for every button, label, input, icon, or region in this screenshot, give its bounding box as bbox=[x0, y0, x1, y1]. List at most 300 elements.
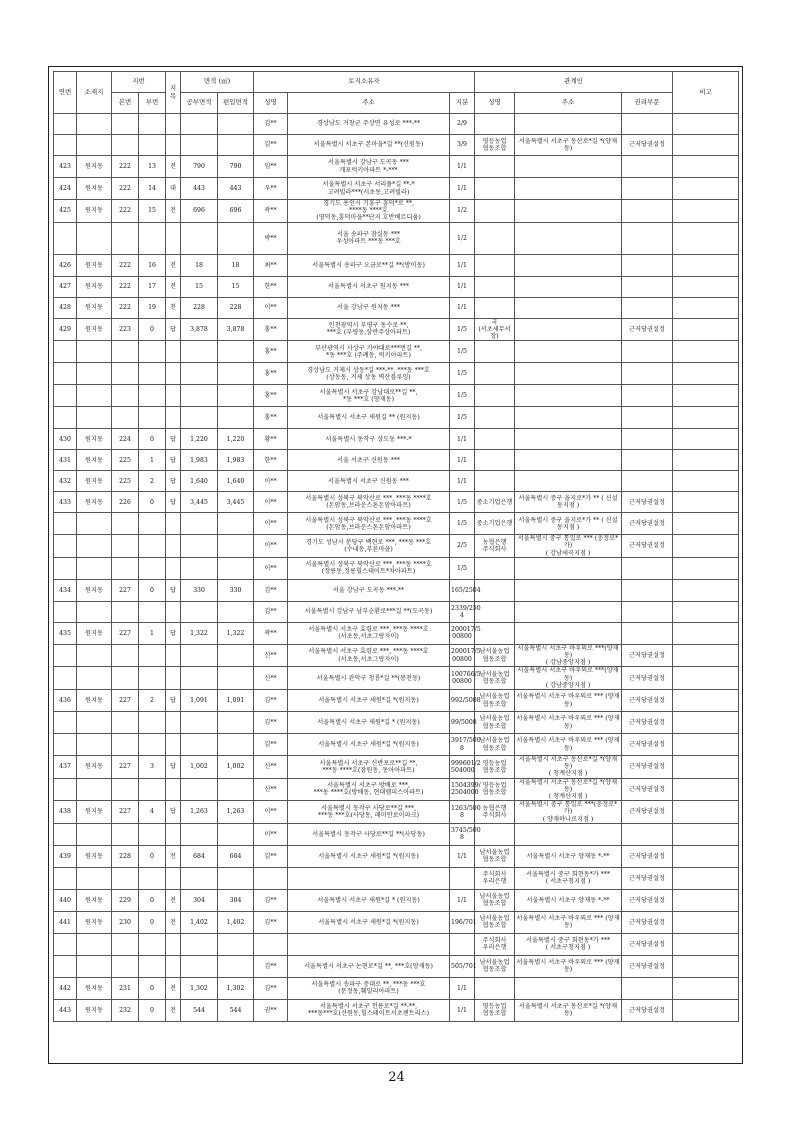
cell-oa bbox=[181, 535, 218, 558]
cell-no: 443 bbox=[54, 999, 77, 1021]
cell-main bbox=[112, 535, 139, 558]
cell-ia: 330 bbox=[218, 579, 254, 601]
cell-addr: 서울특별시 서초구 방배로 ***, ***동 ****호(방배동, 현대멤피스아파트) bbox=[288, 778, 450, 801]
cell-no bbox=[54, 363, 77, 385]
cell-share bbox=[450, 867, 475, 889]
table-row bbox=[54, 955, 759, 977]
cell-raddr bbox=[515, 276, 622, 297]
cell-addr: 서울특별시 서초구 원지동 *** bbox=[288, 276, 450, 297]
cell-addr: 경상남도 거창군 주상면 유성로 ***-** bbox=[288, 114, 450, 135]
table-row bbox=[54, 690, 759, 712]
cell-oa: 18 bbox=[181, 254, 218, 276]
cell-right bbox=[622, 823, 673, 845]
table-row bbox=[54, 276, 759, 297]
cell-ia bbox=[218, 557, 254, 579]
cell-cat: 전 bbox=[166, 889, 181, 911]
cell-ia bbox=[218, 667, 254, 690]
table-row bbox=[54, 114, 759, 135]
cell-remark bbox=[673, 178, 739, 200]
cell-name: 이** bbox=[254, 471, 288, 492]
table-row bbox=[54, 734, 759, 756]
cell-ia bbox=[218, 222, 254, 254]
cell-rname: 남서울농업 협동조합 bbox=[475, 845, 515, 867]
cell-right: 근저당권설정 bbox=[622, 756, 673, 779]
cell-loc bbox=[77, 667, 112, 690]
cell-right bbox=[622, 254, 673, 276]
cell-ia bbox=[218, 135, 254, 156]
cell-cat: 답 bbox=[166, 579, 181, 601]
cell-cat bbox=[166, 407, 181, 429]
cell-cat: 대 bbox=[166, 178, 181, 200]
cell-rname: 남서울농업 협동조합 bbox=[475, 889, 515, 911]
cell-oa bbox=[181, 557, 218, 579]
cell-addr: 서울특별시 서초구 새원*길 * (원지동) bbox=[288, 889, 450, 911]
cell-remark bbox=[673, 867, 739, 889]
table-row bbox=[54, 845, 759, 867]
cell-ia: 1,322 bbox=[218, 622, 254, 644]
cell-rname: 주식회사 우리은행 bbox=[475, 933, 515, 955]
cell-loc: 원지동 bbox=[77, 622, 112, 644]
cell-loc bbox=[77, 135, 112, 156]
cell-remark bbox=[673, 955, 739, 977]
cell-rname bbox=[475, 557, 515, 579]
cell-rname bbox=[475, 200, 515, 223]
cell-loc: 원지동 bbox=[77, 429, 112, 450]
cell-remark bbox=[673, 535, 739, 558]
cell-main: 229 bbox=[112, 889, 139, 911]
cell-share: 1/5 bbox=[450, 318, 475, 341]
table-row bbox=[54, 622, 759, 644]
cell-raddr: 서울특별시 서초구 바우뫼로 *** (양재동) bbox=[515, 955, 622, 977]
cell-raddr: 서울특별시 중구 회현동*가 *** ( 서초구청지점 ) bbox=[515, 867, 622, 889]
table-row bbox=[54, 492, 759, 513]
cell-raddr bbox=[515, 363, 622, 385]
cell-raddr bbox=[515, 114, 622, 135]
cell-main: 227 bbox=[112, 801, 139, 824]
table-row bbox=[54, 644, 759, 667]
cell-oa bbox=[181, 407, 218, 429]
cell-right bbox=[622, 363, 673, 385]
cell-loc: 원지동 bbox=[77, 254, 112, 276]
cell-sub bbox=[139, 513, 166, 535]
cell-ia bbox=[218, 535, 254, 558]
cell-rname: 농협은행 주식회사 bbox=[475, 535, 515, 558]
cell-sub bbox=[139, 778, 166, 801]
table-row bbox=[54, 513, 759, 535]
table-row bbox=[54, 407, 759, 429]
cell-cat: 전 bbox=[166, 999, 181, 1021]
cell-right: 근저당권설정 bbox=[622, 644, 673, 667]
cell-main bbox=[112, 363, 139, 385]
cell-name: 홍** bbox=[254, 318, 288, 341]
cell-raddr bbox=[515, 254, 622, 276]
cell-rname bbox=[475, 297, 515, 318]
cell-right: 근저당권설정 bbox=[622, 889, 673, 911]
cell-raddr bbox=[515, 178, 622, 200]
cell-cat bbox=[166, 535, 181, 558]
cell-right: 근저당권설정 bbox=[622, 933, 673, 955]
cell-oa: 544 bbox=[181, 999, 218, 1021]
cell-raddr bbox=[515, 200, 622, 223]
cell-name: 김** bbox=[254, 601, 288, 622]
cell-remark bbox=[673, 341, 739, 363]
cell-right bbox=[622, 200, 673, 223]
cell-right: 근저당권설정 bbox=[622, 955, 673, 977]
cell-name: 신** bbox=[254, 756, 288, 779]
cell-right bbox=[622, 341, 673, 363]
cell-name: 홍** bbox=[254, 407, 288, 429]
cell-ia: 228 bbox=[218, 297, 254, 318]
cell-main: 227 bbox=[112, 690, 139, 712]
cell-share: 1/1 bbox=[450, 999, 475, 1021]
cell-ia: 1,091 bbox=[218, 690, 254, 712]
cell-no: 441 bbox=[54, 911, 77, 933]
cell-raddr bbox=[515, 557, 622, 579]
cell-main: 225 bbox=[112, 471, 139, 492]
cell-loc bbox=[77, 385, 112, 407]
cell-ia bbox=[218, 823, 254, 845]
cell-sub bbox=[139, 933, 166, 955]
cell-oa bbox=[181, 778, 218, 801]
header-share: 지분 bbox=[450, 93, 475, 114]
cell-right bbox=[622, 385, 673, 407]
cell-remark bbox=[673, 407, 739, 429]
cell-main bbox=[112, 734, 139, 756]
cell-no bbox=[54, 513, 77, 535]
cell-main: 222 bbox=[112, 200, 139, 223]
cell-share: 992/5008 bbox=[450, 690, 475, 712]
cell-rname bbox=[475, 341, 515, 363]
cell-cat bbox=[166, 644, 181, 667]
cell-raddr bbox=[515, 622, 622, 644]
cell-right: 근저당권설정 bbox=[622, 999, 673, 1021]
cell-main: 227 bbox=[112, 756, 139, 779]
cell-oa bbox=[181, 712, 218, 734]
cell-remark bbox=[673, 712, 739, 734]
cell-main bbox=[112, 601, 139, 622]
cell-main bbox=[112, 222, 139, 254]
cell-cat: 답 bbox=[166, 690, 181, 712]
cell-no bbox=[54, 222, 77, 254]
cell-sub bbox=[139, 712, 166, 734]
cell-ia bbox=[218, 955, 254, 977]
table-row bbox=[54, 385, 759, 407]
cell-name: 홍** bbox=[254, 363, 288, 385]
cell-share: 1/1 bbox=[450, 254, 475, 276]
cell-rname bbox=[475, 450, 515, 471]
table-row bbox=[54, 801, 759, 824]
cell-share: 1/1 bbox=[450, 889, 475, 911]
cell-share: 1/1 bbox=[450, 429, 475, 450]
cell-sub bbox=[139, 114, 166, 135]
cell-ia bbox=[218, 644, 254, 667]
cell-loc: 원지동 bbox=[77, 690, 112, 712]
cell-sub: 1 bbox=[139, 450, 166, 471]
cell-name: 이** bbox=[254, 297, 288, 318]
cell-remark bbox=[673, 911, 739, 933]
cell-remark bbox=[673, 429, 739, 450]
cell-loc bbox=[77, 712, 112, 734]
cell-remark bbox=[673, 363, 739, 385]
cell-oa: 1,220 bbox=[181, 429, 218, 450]
header-owner-name: 성명 bbox=[254, 93, 288, 114]
cell-cat bbox=[166, 778, 181, 801]
cell-oa: 790 bbox=[181, 156, 218, 178]
cell-cat bbox=[166, 363, 181, 385]
cell-sub: 14 bbox=[139, 178, 166, 200]
cell-remark bbox=[673, 222, 739, 254]
cell-share: 1/5 bbox=[450, 557, 475, 579]
cell-remark bbox=[673, 254, 739, 276]
cell-raddr bbox=[515, 297, 622, 318]
cell-cat: 천 bbox=[166, 297, 181, 318]
cell-main bbox=[112, 341, 139, 363]
cell-rname bbox=[475, 178, 515, 200]
cell-cat: 답 bbox=[166, 471, 181, 492]
cell-name: 이** bbox=[254, 513, 288, 535]
cell-name: 김** bbox=[254, 690, 288, 712]
cell-rname: 남서울농업 협동조합 bbox=[475, 690, 515, 712]
cell-raddr bbox=[515, 471, 622, 492]
table-row bbox=[54, 911, 759, 933]
cell-loc bbox=[77, 601, 112, 622]
cell-share: 100766/5 00800 bbox=[450, 667, 475, 690]
cell-no bbox=[54, 734, 77, 756]
cell-name: 김** bbox=[254, 911, 288, 933]
cell-addr: 서울특별시 강남구 남부순환로***길 **(도곡동) bbox=[288, 601, 450, 622]
cell-oa: 3,445 bbox=[181, 492, 218, 513]
cell-ia: 684 bbox=[218, 845, 254, 867]
cell-rname: 남서울농업 협동조합 bbox=[475, 667, 515, 690]
table-row bbox=[54, 318, 759, 341]
cell-raddr bbox=[515, 601, 622, 622]
cell-oa: 1,002 bbox=[181, 756, 218, 779]
cell-remark bbox=[673, 756, 739, 779]
cell-no: 434 bbox=[54, 579, 77, 601]
cell-share: 3745/500 8 bbox=[450, 823, 475, 845]
cell-rname bbox=[475, 222, 515, 254]
cell-sub: 0 bbox=[139, 889, 166, 911]
cell-cat: 답 bbox=[166, 492, 181, 513]
cell-addr: 서울특별시 서초구 새원*길 *(원지동) bbox=[288, 690, 450, 712]
cell-addr: 서울특별시 성북구 북악산로 ***, ***동 ****호 (돈암동,브라운스톤돈암아파트) bbox=[288, 513, 450, 535]
cell-sub: 2 bbox=[139, 471, 166, 492]
cell-oa bbox=[181, 513, 218, 535]
cell-addr: 서울특별시 서초구 새원*길 *(원지동) bbox=[288, 845, 450, 867]
cell-sub bbox=[139, 407, 166, 429]
cell-name: 임** bbox=[254, 156, 288, 178]
cell-oa bbox=[181, 114, 218, 135]
cell-share: 99/5008 bbox=[450, 712, 475, 734]
cell-remark bbox=[673, 977, 739, 999]
cell-raddr bbox=[515, 407, 622, 429]
cell-ia: 3,445 bbox=[218, 492, 254, 513]
cell-cat bbox=[166, 867, 181, 889]
cell-remark bbox=[673, 450, 739, 471]
cell-name: 이** bbox=[254, 823, 288, 845]
cell-name: 한** bbox=[254, 450, 288, 471]
cell-addr: 서울특별시 서초구 강남대로**길 **, *동 ***호 (양재동) bbox=[288, 385, 450, 407]
cell-name: 한** bbox=[254, 276, 288, 297]
cell-name bbox=[254, 867, 288, 889]
cell-share: 505/701 bbox=[450, 955, 475, 977]
cell-cat: 답 bbox=[166, 801, 181, 824]
cell-remark bbox=[673, 734, 739, 756]
cell-ia: 1,002 bbox=[218, 756, 254, 779]
header-no: 연번 bbox=[54, 72, 77, 114]
cell-main bbox=[112, 867, 139, 889]
cell-rname bbox=[475, 276, 515, 297]
cell-share: 1/5 bbox=[450, 407, 475, 429]
cell-main: 230 bbox=[112, 911, 139, 933]
cell-raddr bbox=[515, 823, 622, 845]
cell-cat: 전 bbox=[166, 156, 181, 178]
cell-rname bbox=[475, 114, 515, 135]
cell-oa bbox=[181, 867, 218, 889]
table-row bbox=[54, 778, 759, 801]
cell-main bbox=[112, 778, 139, 801]
cell-cat: 답 bbox=[166, 429, 181, 450]
cell-no: 424 bbox=[54, 178, 77, 200]
header-incorporated-area: 편입면적 bbox=[218, 93, 254, 114]
cell-raddr: 서울특별시 중구 통일로 ***(충정로*가) ( 양재하나로지점 ) bbox=[515, 801, 622, 824]
cell-addr: 서울특별시 서초구 새원길 ** (원지동) bbox=[288, 407, 450, 429]
cell-main: 222 bbox=[112, 254, 139, 276]
cell-cat: 답 bbox=[166, 318, 181, 341]
cell-no bbox=[54, 114, 77, 135]
cell-remark bbox=[673, 200, 739, 223]
cell-main bbox=[112, 712, 139, 734]
header-owner-address: 주소 bbox=[288, 93, 450, 114]
cell-name: 신** bbox=[254, 667, 288, 690]
cell-name: 김** bbox=[254, 955, 288, 977]
cell-main: 225 bbox=[112, 450, 139, 471]
cell-name: 이** bbox=[254, 535, 288, 558]
table-row bbox=[54, 823, 759, 845]
cell-loc: 원지동 bbox=[77, 492, 112, 513]
cell-raddr bbox=[515, 450, 622, 471]
cell-sub: 2 bbox=[139, 690, 166, 712]
cell-right: 근저당권설정 bbox=[622, 513, 673, 535]
cell-oa: 1,091 bbox=[181, 690, 218, 712]
cell-main: 223 bbox=[112, 318, 139, 341]
cell-share bbox=[450, 933, 475, 955]
cell-oa: 1,322 bbox=[181, 622, 218, 644]
cell-name: 김** bbox=[254, 114, 288, 135]
cell-share: 1/5 bbox=[450, 341, 475, 363]
cell-raddr bbox=[515, 429, 622, 450]
cell-no: 433 bbox=[54, 492, 77, 513]
cell-name: 이** bbox=[254, 801, 288, 824]
cell-raddr: 서울특별시 서초구 바우뫼로 *** (양재동) bbox=[515, 734, 622, 756]
cell-sub bbox=[139, 535, 166, 558]
cell-no bbox=[54, 667, 77, 690]
cell-share: 1/5 bbox=[450, 363, 475, 385]
cell-raddr bbox=[515, 579, 622, 601]
cell-name: 김** bbox=[254, 734, 288, 756]
cell-raddr: 서울특별시 서초구 양재동 *-** bbox=[515, 889, 622, 911]
cell-ia: 790 bbox=[218, 156, 254, 178]
cell-sub bbox=[139, 734, 166, 756]
cell-addr: 서울특별시 서초구 새원*길 *(원지동) bbox=[288, 734, 450, 756]
cell-name: 김** bbox=[254, 889, 288, 911]
cell-addr: 서울특별시 서초구 헌릉로*길 **-**, ***동***호(신원동,힐스테이트서초젠트리스) bbox=[288, 999, 450, 1021]
cell-sub bbox=[139, 222, 166, 254]
cell-oa: 1,640 bbox=[181, 471, 218, 492]
cell-raddr: 서울특별시 서초구 바우뫼로 *** (양재동) bbox=[515, 690, 622, 712]
cell-cat bbox=[166, 667, 181, 690]
cell-no bbox=[54, 407, 77, 429]
cell-main bbox=[112, 513, 139, 535]
cell-main bbox=[112, 823, 139, 845]
cell-ia: 696 bbox=[218, 200, 254, 223]
cell-main: 227 bbox=[112, 579, 139, 601]
table-row bbox=[54, 557, 759, 579]
cell-name: 이** bbox=[254, 492, 288, 513]
cell-loc bbox=[77, 535, 112, 558]
cell-addr: 서울 강남구 원지동 *** bbox=[288, 297, 450, 318]
cell-right: 근저당권설정 bbox=[622, 867, 673, 889]
table-row bbox=[54, 999, 759, 1021]
cell-remark bbox=[673, 297, 739, 318]
cell-loc bbox=[77, 222, 112, 254]
cell-remark bbox=[673, 601, 739, 622]
cell-share: 1/2 bbox=[450, 200, 475, 223]
cell-name: 홍** bbox=[254, 341, 288, 363]
cell-no: 432 bbox=[54, 471, 77, 492]
cell-rname: 영등농업 협동조합 bbox=[475, 756, 515, 779]
table-row bbox=[54, 933, 759, 955]
cell-main: 222 bbox=[112, 276, 139, 297]
cell-name: 신** bbox=[254, 644, 288, 667]
header-area: 면적 (㎡) bbox=[181, 72, 254, 93]
cell-loc bbox=[77, 407, 112, 429]
cell-rname bbox=[475, 407, 515, 429]
table-row bbox=[54, 535, 759, 558]
cell-loc: 원지동 bbox=[77, 756, 112, 779]
cell-ia bbox=[218, 114, 254, 135]
cell-loc bbox=[77, 867, 112, 889]
table-row bbox=[54, 254, 759, 276]
cell-name: 최** bbox=[254, 254, 288, 276]
table-row bbox=[54, 712, 759, 734]
cell-rname bbox=[475, 977, 515, 999]
cell-rname: 남서울농업 협동조합 bbox=[475, 644, 515, 667]
cell-oa: 684 bbox=[181, 845, 218, 867]
header-location: 소재지 bbox=[77, 72, 112, 114]
cell-loc bbox=[77, 734, 112, 756]
cell-loc: 원지동 bbox=[77, 845, 112, 867]
cell-sub bbox=[139, 667, 166, 690]
cell-ia bbox=[218, 601, 254, 622]
cell-right: 근저당권설정 bbox=[622, 535, 673, 558]
cell-name: 곽** bbox=[254, 200, 288, 223]
cell-sub: 0 bbox=[139, 318, 166, 341]
cell-ia bbox=[218, 712, 254, 734]
cell-loc: 원지동 bbox=[77, 999, 112, 1021]
table-row bbox=[54, 178, 759, 200]
cell-sub: 0 bbox=[139, 999, 166, 1021]
cell-addr: 서울특별시 서초구 효령로 ***, ***동 ****호 (서초동,서초그랑자이) bbox=[288, 622, 450, 644]
cell-remark bbox=[673, 889, 739, 911]
cell-addr: 서울 강남구 도곡동 ***-** bbox=[288, 579, 450, 601]
cell-cat: 전 bbox=[166, 911, 181, 933]
cell-no: 430 bbox=[54, 429, 77, 450]
cell-name bbox=[254, 933, 288, 955]
cell-remark bbox=[673, 999, 739, 1021]
cell-name: 홍** bbox=[254, 385, 288, 407]
cell-oa: 696 bbox=[181, 200, 218, 223]
